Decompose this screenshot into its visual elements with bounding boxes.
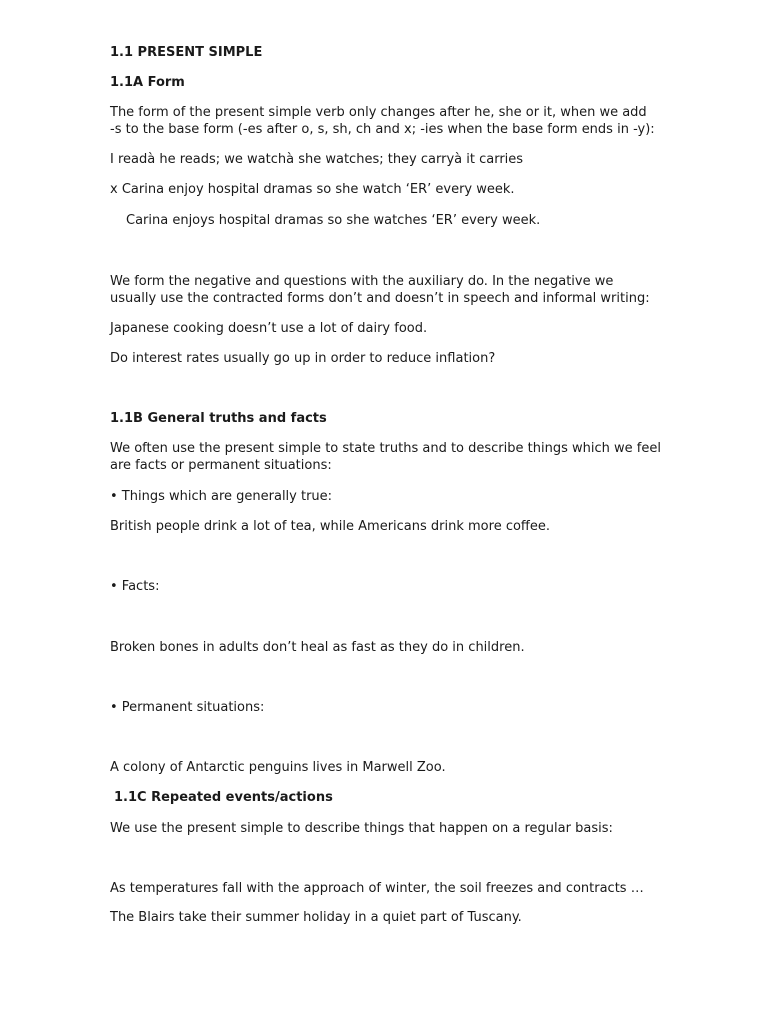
form-intro-line-1: The form of the present simple verb only changes after he, she or it, when we add: [110, 105, 647, 120]
section-title: 1.1 PRESENT SIMPLE: [110, 45, 263, 60]
bullet-generally-true: • Things which are generally true:: [110, 489, 333, 504]
form-examples: I readà he reads; we watchà she watches; they carryà it carries: [110, 152, 524, 167]
negative-intro-line-1: We form the negative and questions with the auxiliary do. In the negative we: [110, 274, 614, 289]
heading-form: 1.1A Form: [110, 75, 185, 90]
bullet-facts: • Facts:: [110, 579, 160, 594]
incorrect-example: x Carina enjoy hospital dramas so she watch ‘ER’ every week.: [110, 182, 515, 197]
negative-example: Japanese cooking doesn’t use a lot of dairy food.: [110, 321, 428, 336]
negative-intro-line-2: usually use the contracted forms don’t and doesn’t in speech and informal writing:: [110, 291, 650, 306]
example-permanent-situations: A colony of Antarctic penguins lives in Marwell Zoo.: [110, 760, 446, 775]
truths-intro-line-1: We often use the present simple to state truths and to describe things which we feel: [110, 441, 661, 456]
repeated-example-2: The Blairs take their summer holiday in a quiet part of Tuscany.: [110, 910, 522, 925]
bullet-permanent-situations: • Permanent situations:: [110, 700, 265, 715]
example-facts: Broken bones in adults don’t heal as fast as they do in children.: [110, 640, 525, 655]
repeated-intro: We use the present simple to describe things that happen on a regular basis:: [110, 821, 613, 836]
example-generally-true: British people drink a lot of tea, while Americans drink more coffee.: [110, 519, 551, 534]
repeated-example-1: As temperatures fall with the approach of winter, the soil freezes and contracts …: [110, 881, 644, 896]
heading-general-truths: 1.1B General truths and facts: [110, 411, 327, 426]
question-example: Do interest rates usually go up in order to reduce inflation?: [110, 351, 496, 366]
correct-example: Carina enjoys hospital dramas so she watches ‘ER’ every week.: [126, 213, 541, 228]
truths-intro-line-2: are facts or permanent situations:: [110, 458, 332, 473]
form-intro-line-2: -s to the base form (-es after o, s, sh, ch and x; -ies when the base form ends in -y):: [110, 122, 655, 137]
heading-repeated-events: 1.1C Repeated events/actions: [114, 790, 333, 805]
